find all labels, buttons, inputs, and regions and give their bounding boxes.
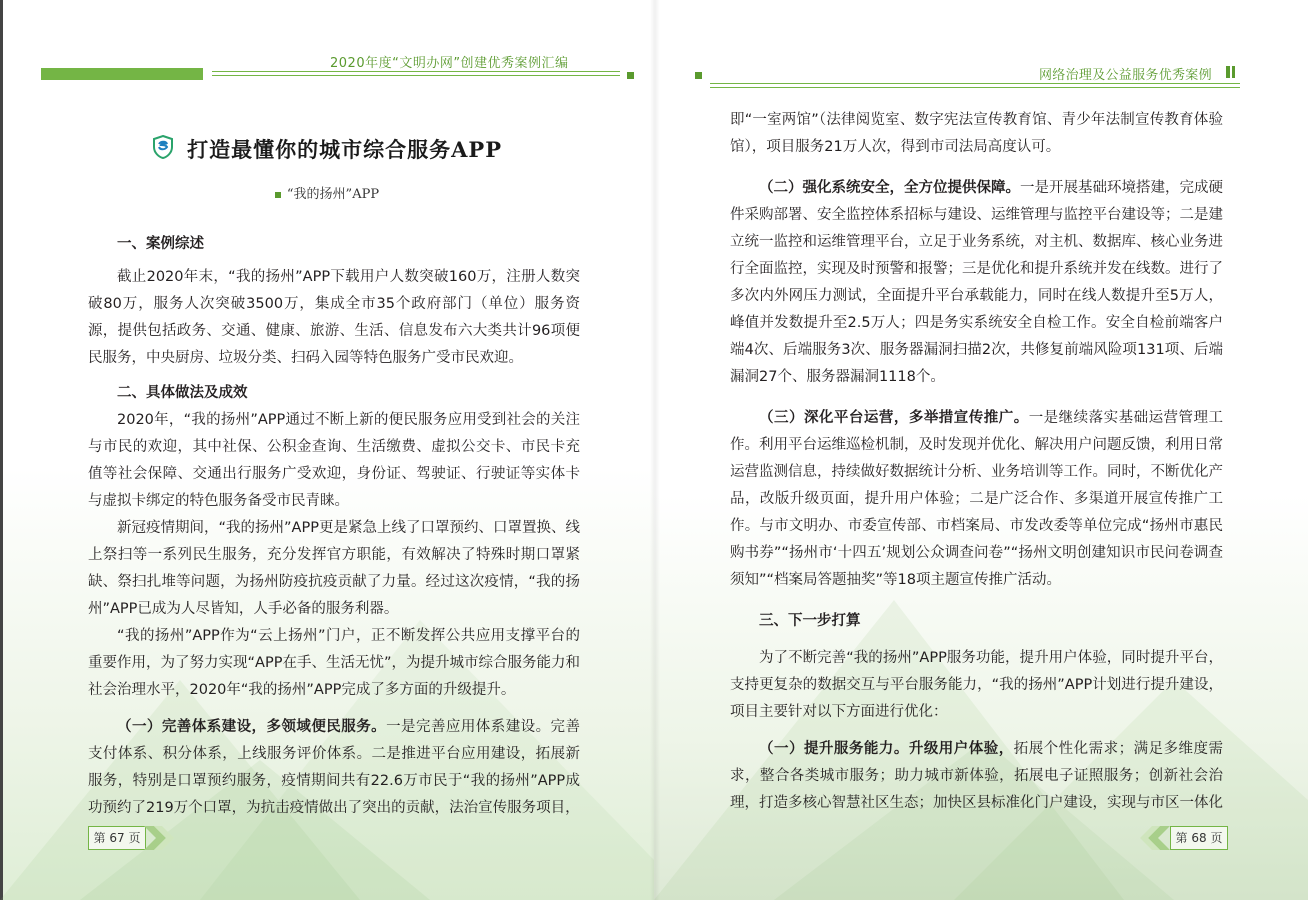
paragraph (88, 714, 580, 822)
header-bar (41, 68, 203, 80)
paragraph-lead: （三）深化平台运营，多举措宣传推广。 (759, 410, 1029, 426)
subtitle-row (0, 183, 654, 202)
page-number: 第 68 页 (1170, 826, 1228, 850)
square-bullet-icon (695, 72, 702, 79)
running-header: 2020年度“文明办网”创建优秀案例汇编 (330, 56, 569, 71)
shield-logo-icon (152, 135, 174, 163)
chevron-arrows-icon (1138, 824, 1170, 852)
right-body-text (730, 107, 1223, 817)
paragraph (730, 405, 1223, 594)
page-title: 打造最懂你的城市综合服务APP (187, 137, 502, 162)
header-rule (212, 75, 620, 76)
header-mark (1226, 66, 1230, 78)
chevron-arrows-icon (144, 824, 176, 852)
header-rule (710, 83, 1240, 84)
book-gutter (650, 0, 660, 900)
header-rule (212, 71, 620, 72)
title-row (0, 134, 654, 164)
right-page (654, 0, 1308, 900)
page-number: 第 67 页 (88, 826, 146, 850)
section-heading: 三、下一步打算 (759, 613, 861, 629)
paragraph: 2020年，“我的扬州”APP通过不断上新的便民服务应用受到社会的关注与市民的欢迎，其中社保、公积金查询、生活缴费、虚拟公交卡、市民卡充值等社会保障、交通出行服务广受欢迎，身份证、驾驶证、行驶证等实体卡与虚拟卡绑定的特色服务备受市民青睐。 (88, 412, 580, 509)
paragraph (730, 736, 1223, 817)
left-body-text (88, 231, 580, 822)
paragraph-text: 拓展个性化需求；满足多维度需求，整合各类城市服务；助力城市新体验，拓展电子证照服务；创新社会治理，打造多核心智慧社区生态；加快区县标准化门户建设，实现与市区一体化 (730, 741, 1224, 811)
square-bullet-icon (627, 72, 634, 79)
paragraph-lead: （二）强化系统安全，全方位提供保障。 (759, 180, 1020, 196)
paragraph: 即“一室两馆”（法律阅览室、数字宪法宣传教育馆、青少年法制宣传教育体验馆），项目服务21万人次，得到市司法局高度认可。 (730, 112, 1223, 155)
header-mark (1232, 66, 1235, 78)
section-heading: 一、案例综述 (117, 236, 204, 252)
running-header: 网络治理及公益服务优秀案例 (1039, 68, 1212, 83)
paragraph-text: 一是开展基础环境搭建，完成硬件采购部署、安全监控体系招标与建设、运维管理与监控平台建设等；二是建立统一监控和运维管理平台，立足于业务系统，对主机、数据库、核心业务进行全面监控，实现及时预警和报警；三是优化和提升系统并发在线数。进行了多次内外网压力测试，全面提升平台承载能力，同时在线人数提升至5万人，峰值并发数提升至2.5万人；四是务实系统安全自检工作。安全自检前端客户端4次、后端服务3次、服务器漏洞扫描2次，共修复前端风险项131项、后端漏洞27个、服务器漏洞1118个。 (730, 180, 1223, 385)
subtitle: “我的扬州”APP (286, 187, 380, 202)
paragraph: 截止2020年末，“我的扬州”APP下载用户人数突破160万，注册人数突破80万，服务人次突破3500万，集成全市35个政府部门（单位）服务资源，提供包括政务、交通、健康、旅游、生活、信息发布六大类共计96项便民服务，中央厨房、垃圾分类、扫码入园等特色服务广受市民欢迎。 (88, 269, 580, 366)
paragraph-lead: （一）提升服务能力。升级用户体验， (759, 741, 1014, 757)
square-bullet-icon (275, 192, 281, 198)
paragraph: “我的扬州”APP作为“云上扬州”门户，正不断发挥公共应用支撑平台的重要作用，为了努力实现“APP在手、生活无忧”，为提升城市综合服务能力和社会治理水平，2020年“我的扬州”APP完成了多方面的升级提升。 (88, 628, 580, 698)
paragraph: 新冠疫情期间，“我的扬州”APP更是紧急上线了口罩预约、口罩置换、线上祭扫等一系列民生服务，充分发挥官方职能，有效解决了特殊时期口罩紧缺、祭扫扎堆等问题，为扬州防疫抗疫贡献了力量。经过这次疫情，“我的扬州”APP已成为人尽皆知，人手必备的服务利器。 (88, 520, 580, 617)
header-rule (710, 87, 1240, 88)
paragraph-text: 一是完善应用体系建设。完善支付体系、积分体系，上线服务评价体系。二是推进平台应用建设，拓展新服务，特别是口罩预约服务，疫情期间共有22.6万市民于“我的扬州”APP成功预约了219万个口罩，为抗击疫情做出了突出的贡献，法治宣传服务项目， (88, 719, 581, 816)
section-heading: 二、具体做法及成效 (117, 385, 248, 401)
paragraph (730, 175, 1223, 391)
paragraph: 为了不断完善“我的扬州”APP服务功能，提升用户体验，同时提升平台，支持更复杂的数据交互与平台服务能力，“我的扬州”APP计划进行提升建设，项目主要针对以下方面进行优化： (730, 650, 1223, 720)
paragraph-text: 一是继续落实基础运营管理工作。利用平台运维巡检机制，及时发现并优化、解决用户问题反馈，利用日常运营监测信息，持续做好数据统计分析、业务培训等工作。同时，不断优化产品，改版升级页面，提升用户体验；二是广泛合作、多渠道开展宣传推广工作。与市文明办、市委宣传部、市档案局、市发改委等单位完成“扬州市惠民购书券”“扬州市‘十四五’规划公众调查问卷”“扬州文明创建知识市民问卷调查须知”“档案局答题抽奖”等18项主题宣传推广活动。 (730, 410, 1224, 588)
paragraph-lead: （一）完善体系建设，多领域便民服务。 (117, 719, 387, 735)
